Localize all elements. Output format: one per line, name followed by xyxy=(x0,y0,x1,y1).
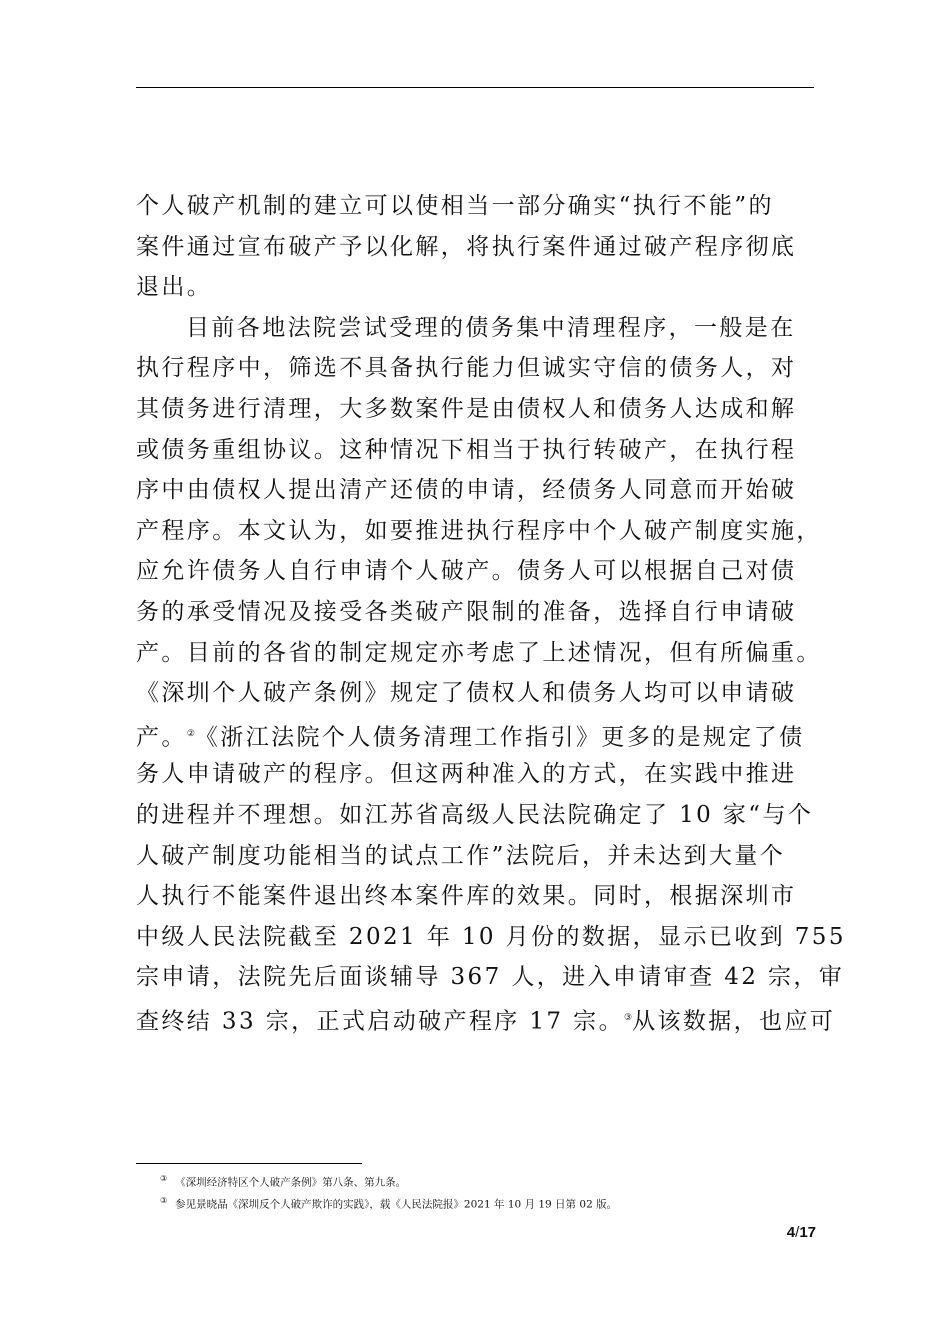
text-line: 人破产制度功能相当的试点工作”法院后，并未达到大量个 xyxy=(136,842,786,869)
text-line: 其债务进行清理，大多数案件是由债权人和债务人达成和解 xyxy=(136,395,797,422)
footnote-mark: ③ xyxy=(160,1174,168,1183)
text-line: 《深圳个人破产条例》规定了债权人和债务人均可以申请破 xyxy=(136,680,797,707)
text-line xyxy=(136,998,836,1039)
line-start: 查终结 33 宗，正式启动破产程序 17 宗。 xyxy=(136,1008,624,1035)
text-line: 的进程并不理想。如江苏省高级人民法院确定了 10 家“与个 xyxy=(136,801,814,828)
footnote-mark: ③ xyxy=(160,1195,168,1205)
text-line: 产。目前的各省的制定规定亦考虑了上述情况，但有所偏重。 xyxy=(136,639,822,666)
text-line: 个人破产机制的建立可以使相当一部分确实“执行不能”的 xyxy=(136,193,774,219)
footnote-ref[interactable]: ② xyxy=(186,728,195,739)
text-line xyxy=(136,714,814,755)
text-line: 或债务重组协议。这种情况下相当于执行转破产，在执行程 xyxy=(136,436,797,463)
text-line: 执行程序中，筛选不具备执行能力但诚实守信的债务人，对 xyxy=(136,355,797,382)
footnote xyxy=(160,1192,810,1214)
header-rule xyxy=(136,87,814,88)
text-line: 产程序。本文认为，如要推进执行程序中个人破产制度实施， xyxy=(136,517,822,544)
line-prefix: 产。 xyxy=(136,724,187,751)
line-rest: 从该数据，也应可 xyxy=(632,1008,836,1035)
footnote-text: 《深圳经济特区个人破产条例》第八条、第九条。 xyxy=(175,1176,407,1189)
footnote-text: 参见景晓晶《深圳反个人破产欺诈的实践》，载《人民法院报》2021 年 10 月 19 日第 02 版。 xyxy=(175,1198,618,1210)
text-line: 退出。 xyxy=(136,274,213,301)
text-line: 案件通过宣布破产予以化解，将执行案件通过破产程序彻底 xyxy=(136,233,797,260)
text-line: 应允许债务人自行申请个人破产。债务人可以根据自己对债 xyxy=(136,558,797,585)
text-line: 人执行不能案件退出终本案件库的效果。同时，根据深圳市 xyxy=(136,883,797,910)
footnote-rule xyxy=(136,1163,362,1164)
text-line: 中级人民法院截至 2021 年 10 月份的数据，显示已收到 755 xyxy=(136,923,846,950)
text-line: 序中由债权人提出清产还债的申请，经债务人同意而开始破 xyxy=(136,477,797,504)
footnotes xyxy=(160,1170,810,1213)
page-number xyxy=(740,1224,816,1241)
text-line: 务人申请破产的程序。但这两种准入的方式，在实践中推进 xyxy=(136,761,797,788)
page-current: 4 xyxy=(786,1224,796,1241)
page-total: 17 xyxy=(799,1224,816,1241)
body-text xyxy=(136,186,846,1038)
text-line: 宗申请，法院先后面谈辅导 367 人，进入申请审查 42 宗，审 xyxy=(136,964,845,991)
footnote-ref[interactable]: ③ xyxy=(623,1012,633,1023)
line-rest: 《浙江法院个人债务清理工作指引》更多的是规定了债 xyxy=(194,724,805,751)
text-line: 务的承受情况及接受各类破产限制的准备，选择自行申请破 xyxy=(136,598,797,625)
footnote xyxy=(160,1170,810,1192)
text-line: 目前各地法院尝试受理的债务集中清理程序，一般是在 xyxy=(186,314,796,341)
page-separator: / xyxy=(795,1224,800,1241)
